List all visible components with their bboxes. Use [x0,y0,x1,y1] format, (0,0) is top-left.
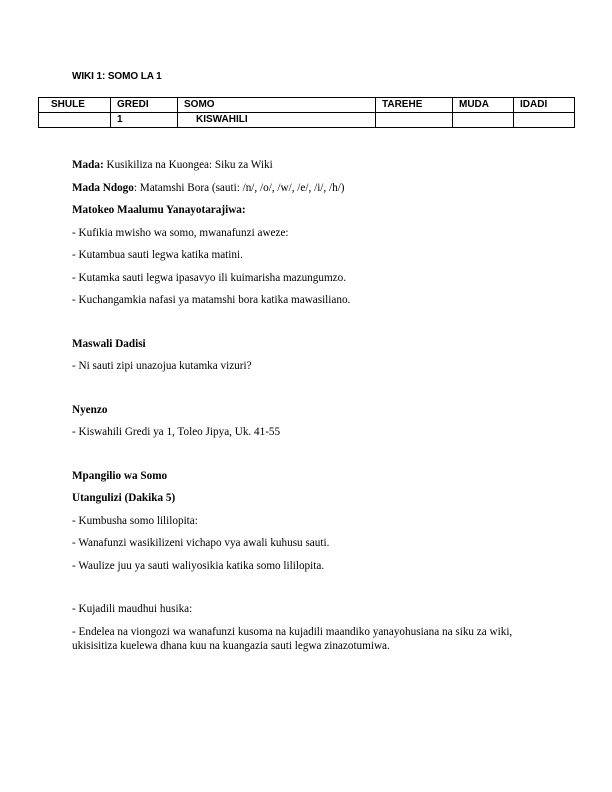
cell-shule [39,113,111,128]
mada-line [72,158,542,172]
mada-label: Mada: [72,159,104,171]
list-item: - Kufikia mwisho wa somo, mwanafunzi aweze: [72,226,289,239]
cell-tarehe [376,113,453,128]
header-muda: MUDA [453,98,514,113]
list-item: - Endelea na viongozi wa wanafunzi kusoma na kujadili maandiko yanayohusiana na siku za wiki, ukisisitiza kuelewa dhana kuu na kuangazia sauti legwa zinazotumiwa. [72,625,513,652]
table-header-row [39,98,575,113]
list-item: - Wanafunzi wasikilizeni vichapo vya awali kuhusu sauti. [72,537,330,549]
header-idadi: IDADI [514,98,575,113]
lesson-info-table [38,97,575,128]
nyenzo-heading: Nyenzo [72,403,108,416]
lesson-body [72,158,542,653]
lesson-title: WIKI 1: SOMO LA 1 [72,71,162,82]
mada-ndogo-label: Mada Ndogo [72,181,134,194]
cell-muda [453,113,514,128]
list-item: - Kujadili maudhui husika: [72,603,193,615]
mpangilio-heading: Mpangilio wa Somo [72,469,168,482]
list-item: - Kuchangamkia nafasi ya matamshi bora katika mawasiliano. [72,294,351,306]
mada-value: Kusikiliza na Kuongea: Siku za Wiki [103,159,273,171]
maswali-heading: Maswali Dadisi [72,337,146,350]
cell-idadi [514,113,575,128]
list-item: - Kutamka sauti legwa ipasavyo ili kuimarisha mazungumzo. [72,271,347,284]
utangulizi-heading: Utangulizi (Dakika 5) [72,492,176,504]
header-tarehe: TAREHE [376,98,453,113]
list-item: - Kiswahili Gredi ya 1, Toleo Jipya, Uk. 41-55 [72,426,281,438]
matokeo-heading: Matokeo Maalumu Yanayotarajiwa: [72,204,246,216]
table-row [39,113,575,128]
list-item: - Ni sauti zipi unazojua kutamka vizuri? [72,360,252,372]
header-shule: SHULE [39,98,111,113]
list-item: - Kutambua sauti legwa katika matini. [72,249,243,261]
header-somo: SOMO [178,98,376,113]
header-gredi: GREDI [111,98,178,113]
mada-ndogo-value: : Matamshi Bora (sauti: /n/, /o/, /w/, /e/, /i/, /h/) [133,181,345,194]
list-item: - Kumbusha somo lililopita: [72,514,198,527]
cell-somo: KISWAHILI [178,113,376,128]
list-item: - Waulize juu ya sauti waliyosikia katika somo lililopita. [72,559,325,572]
mada-ndogo-line [72,181,542,195]
cell-gredi: 1 [111,113,178,128]
